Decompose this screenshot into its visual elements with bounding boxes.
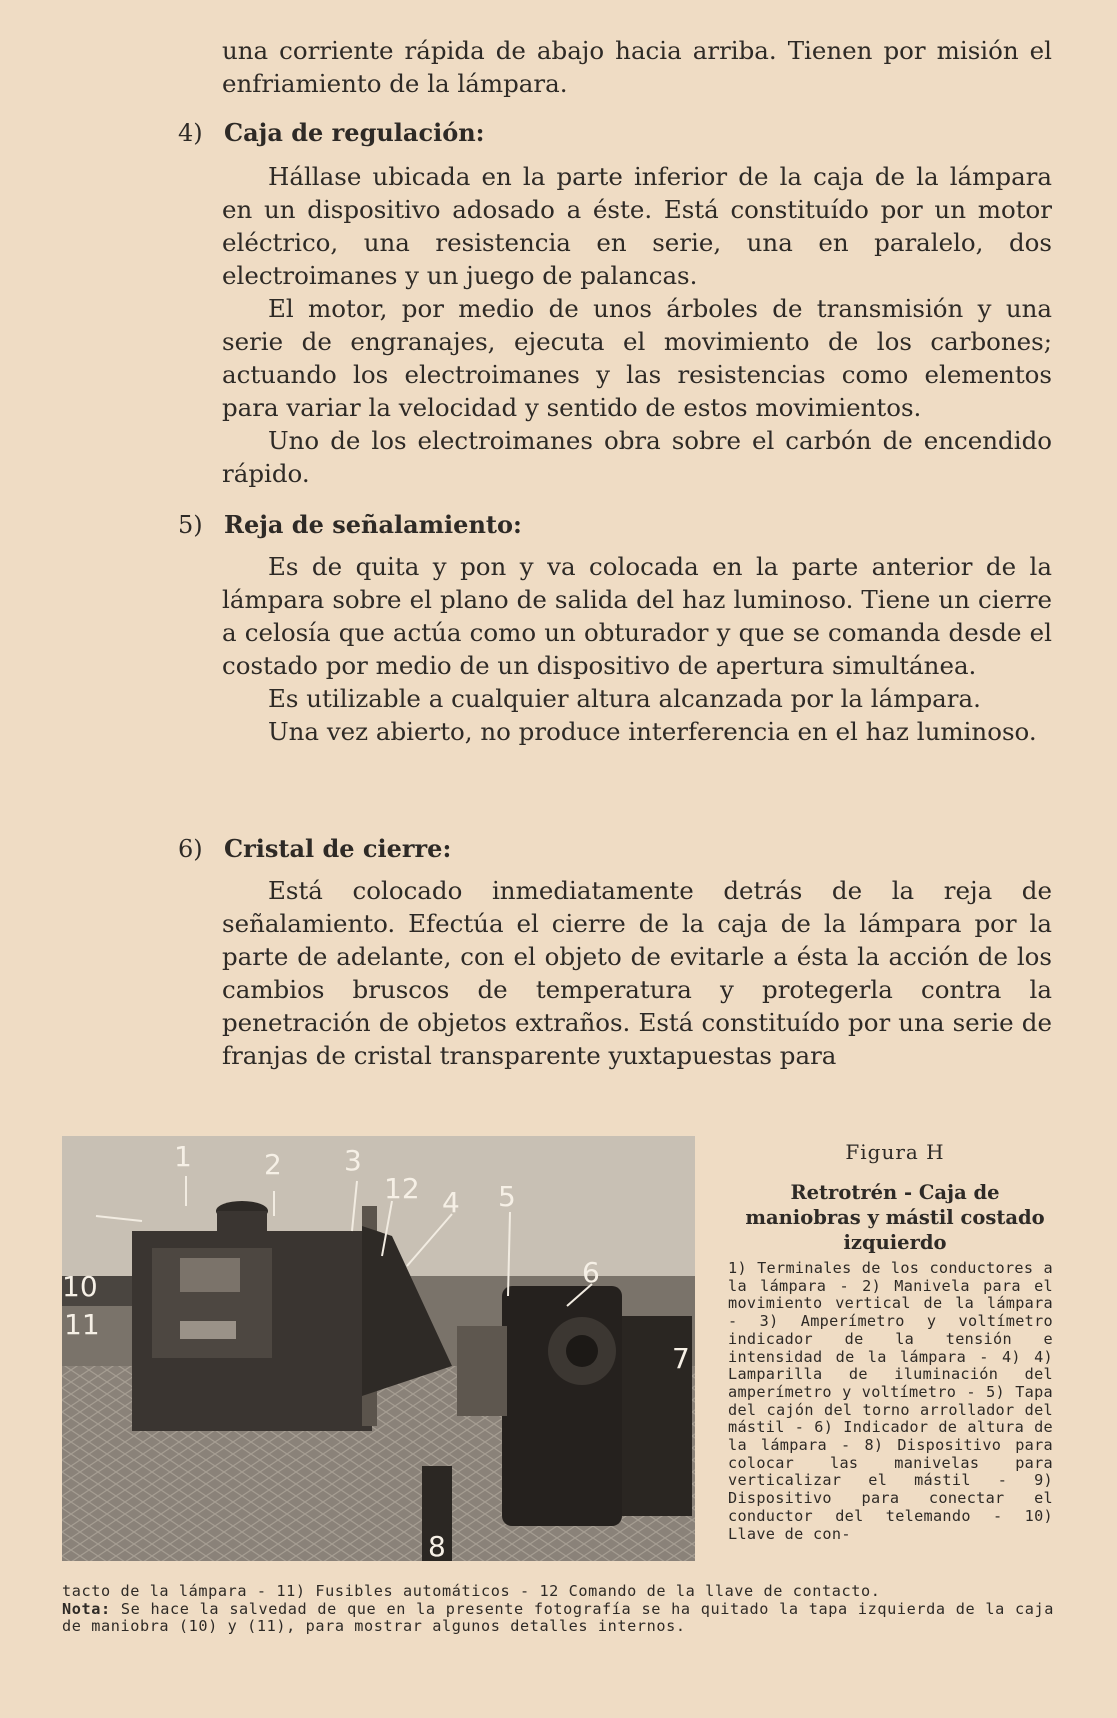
photo-number: 3: [344, 1144, 362, 1177]
photo-number: 11: [64, 1308, 100, 1341]
section-number: 5): [178, 511, 203, 539]
caption-line: tacto de la lámpara - 11) Fusibles automáticos - 12 Comando de la llave de contacto.: [62, 1582, 881, 1600]
section-title: Reja de señalamiento:: [224, 510, 522, 539]
nota-label: Nota:: [62, 1599, 111, 1618]
section-5-body: [222, 550, 1052, 748]
photo-number: 10: [62, 1270, 98, 1303]
section-number: 4): [178, 119, 203, 147]
figure-label: Figura H: [845, 1140, 945, 1164]
photo-number: 8: [428, 1530, 446, 1561]
photo-number: 6: [582, 1256, 600, 1289]
section-title: Cristal de cierre:: [224, 834, 452, 863]
section-heading-6: [178, 834, 451, 863]
nota-paragraph: [62, 1601, 1054, 1636]
figure-caption-continued: [62, 1583, 1054, 1636]
photo-number: 5: [498, 1180, 516, 1213]
paragraph: Uno de los electroimanes obra sobre el carbón de encendido rápido.: [222, 426, 1052, 488]
section-6-body: [222, 874, 1052, 1072]
section-number: 6): [178, 835, 203, 863]
figure-photo: [62, 1136, 695, 1561]
photo-number: 7: [672, 1342, 690, 1375]
photo-callouts: [62, 1136, 695, 1561]
figure-caption: 1) Terminales de los conductores a la lámpara - 2) Manivela para el movimiento vertical de la lámpara - 3) Amperímetro y voltímetro indicador de la tensión e intensidad de la lámpara - 4) 4) Lamparilla de iluminación del amperímetro y voltímetro - 5) Tapa del cajón del torno arrollador del mástil - 6) Indicador de altura de la lámpara - 8) Dispositivo para colocar las manivelas para verticalizar el mástil - 9) Dispositivo para conectar el conductor del telemando - 10) Llave de con-: [728, 1259, 1053, 1543]
paragraph: Está colocado inmediatamente detrás de la reja de señalamiento. Efectúa el cierre de la caja de la lámpara por la parte de adelante, con el objeto de evitarle a ésta la acción de los cambios bruscos de temperatura y protegerla contra la penetración de objetos extraños. Está constituído por una serie de franjas de cristal transparente yuxtapuestas para: [222, 876, 1052, 1070]
paragraph: Es de quita y pon y va colocada en la parte anterior de la lámpara sobre el plano de salida del haz luminoso. Tiene un cierre a celosía que actúa como un obturador y que se comanda desde el costado por medio de un dispositivo de apertura simultánea.: [222, 552, 1052, 680]
paragraph: Hállase ubicada en la parte inferior de la caja de la lámpara en un dispositivo adosado a éste. Está constituído por un motor eléctrico, una resistencia en serie, una en paralelo, dos electroimanes y un juego de palancas.: [222, 162, 1052, 290]
paragraph: Una vez abierto, no produce interferencia en el haz luminoso.: [268, 717, 1037, 746]
section-heading-5: [178, 510, 522, 539]
paragraph: Es utilizable a cualquier altura alcanzada por la lámpara.: [268, 684, 981, 713]
photo-number: 4: [442, 1186, 460, 1219]
section-heading-4: [178, 118, 485, 147]
photo-number: 2: [264, 1148, 282, 1181]
figure-title: Retrotrén - Caja de maniobras y mástil costado izquierdo: [745, 1181, 1045, 1254]
paragraph: El motor, por medio de unos árboles de transmisión y una serie de engranajes, ejecuta el movimiento de los carbones; actuando los electroimanes y las resistencias como elementos para variar la velocidad y sentido de estos movimientos.: [222, 294, 1052, 422]
section-title: Caja de regulación:: [224, 118, 485, 147]
photo-number: 12: [384, 1172, 420, 1205]
photo-number: 1: [174, 1140, 192, 1173]
continued-paragraph: una corriente rápida de abajo hacia arriba. Tienen por misión el enfriamiento de la lámpara.: [222, 36, 1052, 98]
section-4-body: [222, 160, 1052, 490]
nota-text: Se hace la salvedad de que en la presente fotografía se ha quitado la tapa izquierda de la caja de maniobra (10) y (11), para mostrar algunos detalles internos.: [62, 1599, 1054, 1636]
